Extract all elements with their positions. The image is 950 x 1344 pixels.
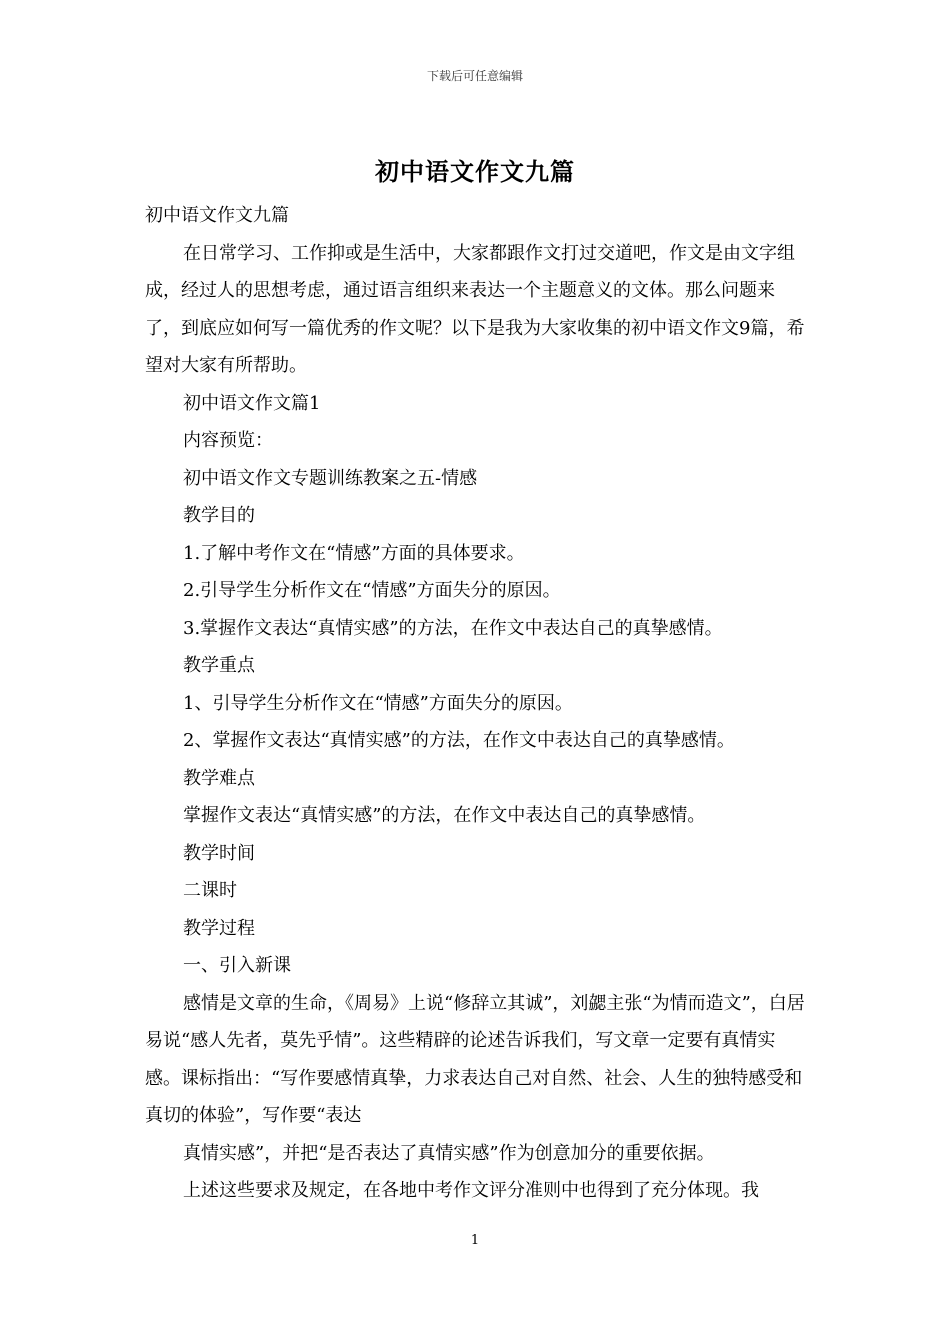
section-heading: 初中语文作文篇1 [183, 392, 321, 414]
body-paragraph: 初中语文作文九篇 [145, 205, 289, 226]
body-paragraph: 初中语文作文专题训练教案之五-情感 [183, 467, 478, 489]
body-paragraph: 教学难点 [183, 767, 255, 789]
body-paragraph: 感情是文章的生命，《周易》上说“修辞立其诚”，刘勰主张“为情而造文”，白居易说“感人先者，莫先乎情”。这些精辟的论述告诉我们，写文章一定要有真情实感。课标指出：“写作要感情真挚，力求表达自己对自然、社会、人生的独特感受和真切的体验”，写作要“表达 [145, 992, 805, 1126]
list-item: 2、掌握作文表达“真情实感”的方法，在作文中表达自己的真挚感情。 [183, 730, 735, 751]
body-paragraph: 教学目的 [183, 505, 255, 526]
page-number: 1 [470, 1233, 480, 1248]
body-paragraph: 内容预览： [183, 430, 273, 451]
body-paragraph: 教学过程 [183, 917, 255, 939]
document-title: 初中语文作文九篇 [375, 157, 575, 186]
list-item: 3.掌握作文表达“真情实感”的方法，在作文中表达自己的真挚感情。 [183, 617, 723, 639]
body-paragraph: 在日常学习、工作抑或是生活中，大家都跟作文打过交道吧，作文是由文字组成，经过人的思想考虑，通过语言组织来表达一个主题意义的文体。那么问题来了，到底应如何写一篇优秀的作文呢？以下是我为大家收集的初中语文作文9篇，希望对大家有所帮助。 [145, 242, 805, 376]
body-paragraph: 一、引入新课 [183, 955, 291, 976]
body-paragraph: 教学重点 [183, 655, 255, 676]
list-item: 1、引导学生分析作文在“情感”方面失分的原因。 [183, 692, 573, 714]
body-paragraph: 上述这些要求及规定，在各地中考作文评分准则中也得到了充分体现。我 [183, 1180, 759, 1201]
body-paragraph: 真情实感”，并把“是否表达了真情实感”作为创意加分的重要依据。 [183, 1142, 715, 1164]
list-item: 1.了解中考作文在“情感”方面的具体要求。 [183, 542, 525, 564]
list-item: 2.引导学生分析作文在“情感”方面失分的原因。 [183, 580, 561, 601]
body-paragraph: 掌握作文表达“真情实感”的方法，在作文中表达自己的真挚感情。 [183, 805, 706, 826]
document-body [145, 197, 810, 1210]
header-note: 下载后可任意编辑 [426, 69, 523, 83]
body-paragraph: 教学时间 [183, 842, 255, 864]
body-paragraph: 二课时 [183, 880, 237, 901]
